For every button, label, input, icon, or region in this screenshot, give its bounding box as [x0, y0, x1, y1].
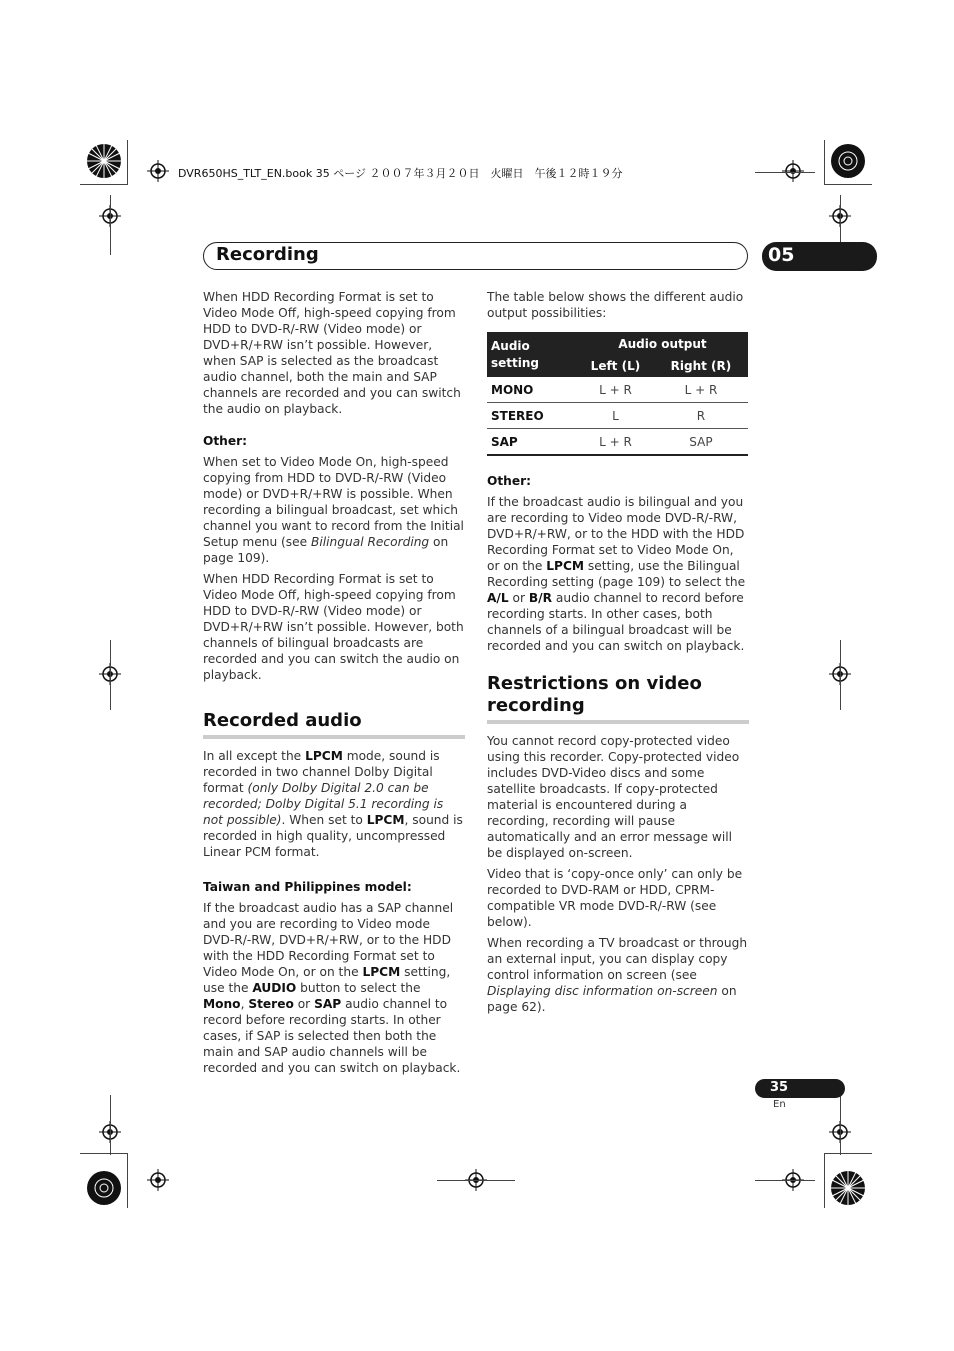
crosshair-icon	[147, 160, 169, 182]
subheading-other: Other:	[203, 434, 248, 448]
heading-recorded-audio: Recorded audio	[203, 710, 465, 739]
registration-target-icon	[84, 1168, 124, 1208]
paragraph: When recording a TV broadcast or through an external input, you can display copy control information on screen (see Displaying disc information on-screen on page 62).	[487, 936, 748, 1014]
paragraph: The table below shows the different audio output possibilities:	[487, 290, 744, 320]
table-row	[487, 403, 748, 429]
paragraph: Video that is ‘copy-once only’ can only be recorded to DVD-RAM or HDD, CPRM-compatible VR mode DVD-R/-RW (see below).	[487, 867, 743, 929]
cell-right: R	[654, 403, 748, 429]
left-column	[203, 289, 465, 1081]
registration-target-icon	[828, 141, 868, 181]
paragraph: If the broadcast audio is bilingual and you are recording to Video mode DVD-R/-RW, DVD+R/+RW, or to the HDD with the HDD Recording Format set to Video Mode On, or on the LPCM setting, use the Bilingual Recording setting (page 109) to select the A/L or B/R audio channel to record before recording starts. In other cases, both channels of a bilingual broadcast will be recorded and you can switch on playback.	[487, 495, 746, 653]
cell-left: L	[577, 403, 654, 429]
registration-target-icon	[84, 141, 124, 181]
audio-output-table	[487, 332, 748, 456]
registration-target-icon	[828, 1168, 868, 1208]
cell-setting: SAP	[487, 429, 577, 456]
language-code: En	[773, 1099, 786, 1110]
section-title: Recording	[216, 244, 319, 265]
subheading-taiwan: Taiwan and Philippines model:	[203, 880, 412, 894]
paragraph: When set to Video Mode On, high-speed copying from HDD to DVD-R/-RW (Video mode) or DVD+R/+RW is possible. When recording a bilingual broadcast, set which channel you want to record from the Initial Setup menu (see Bilingual Recording on page 109).	[203, 455, 464, 565]
paragraph: In all except the LPCM mode, sound is recorded in two channel Dolby Digital format (only Dolby Digital 2.0 can be recorded; Dolby Digital 5.1 recording is not possible). When set to LPCM, sound is recorded in high quality, uncompressed Linear PCM format.	[203, 749, 463, 859]
cell-left: L + R	[577, 429, 654, 456]
paragraph: You cannot record copy-protected video using this recorder. Copy-protected video includes DVD-Video discs and some satellite broadcasts. If copy-protected material is encountered during a recording, recording will pause automatically and an error message will be displayed on-screen.	[487, 734, 740, 860]
cell-setting: STEREO	[487, 403, 577, 429]
right-column	[487, 289, 749, 1020]
heading-restrictions: Restrictions on video recording	[487, 673, 749, 724]
header-right: Right (R)	[654, 354, 748, 377]
print-header: DVR650HS_TLT_EN.book 35 ページ ２００７年３月２０日 火曜日 午後１２時１９分	[178, 167, 623, 180]
header-audio-setting: Audio setting	[487, 332, 577, 377]
crosshair-icon	[782, 160, 804, 182]
table-row	[487, 429, 748, 456]
header-audio-output: Audio output	[577, 332, 748, 354]
cell-setting: MONO	[487, 377, 577, 403]
chapter-number: 05	[768, 244, 795, 266]
header-left: Left (L)	[577, 354, 654, 377]
paragraph: When HDD Recording Format is set to Video Mode Off, high-speed copying from HDD to DVD-R/-RW (Video mode) or DVD+R/+RW isn’t possible. However, when SAP is selected as the broadcast audio channel, both the main and SAP channels are recorded and you can switch the audio on playback.	[203, 290, 461, 416]
crosshair-icon	[147, 1169, 169, 1191]
cell-left: L + R	[577, 377, 654, 403]
section-header	[203, 242, 748, 270]
page-number: 35	[770, 1080, 789, 1095]
subheading-other: Other:	[487, 474, 532, 488]
table-row	[487, 377, 748, 403]
cell-right: SAP	[654, 429, 748, 456]
chapter-badge	[762, 242, 877, 271]
cell-right: L + R	[654, 377, 748, 403]
paragraph: When HDD Recording Format is set to Video Mode Off, high-speed copying from HDD to DVD-R/-RW (Video mode) or DVD+R/+RW isn’t possible. However, both channels of bilingual broadcasts are recorded and you can switch the audio on playback.	[203, 572, 464, 682]
page-number-badge	[755, 1079, 845, 1098]
paragraph: If the broadcast audio has a SAP channel and you are recording to Video mode DVD-R/-RW, DVD+R/+RW, or to the HDD with the HDD Recording Format set to Video Mode On, or on the LPCM setting, use the AUDIO button to select the Mono, Stereo or SAP audio channel to record before recording starts. In other cases, if SAP is selected then both the main and SAP audio channels will be recorded and you can switch on playback.	[203, 901, 461, 1075]
